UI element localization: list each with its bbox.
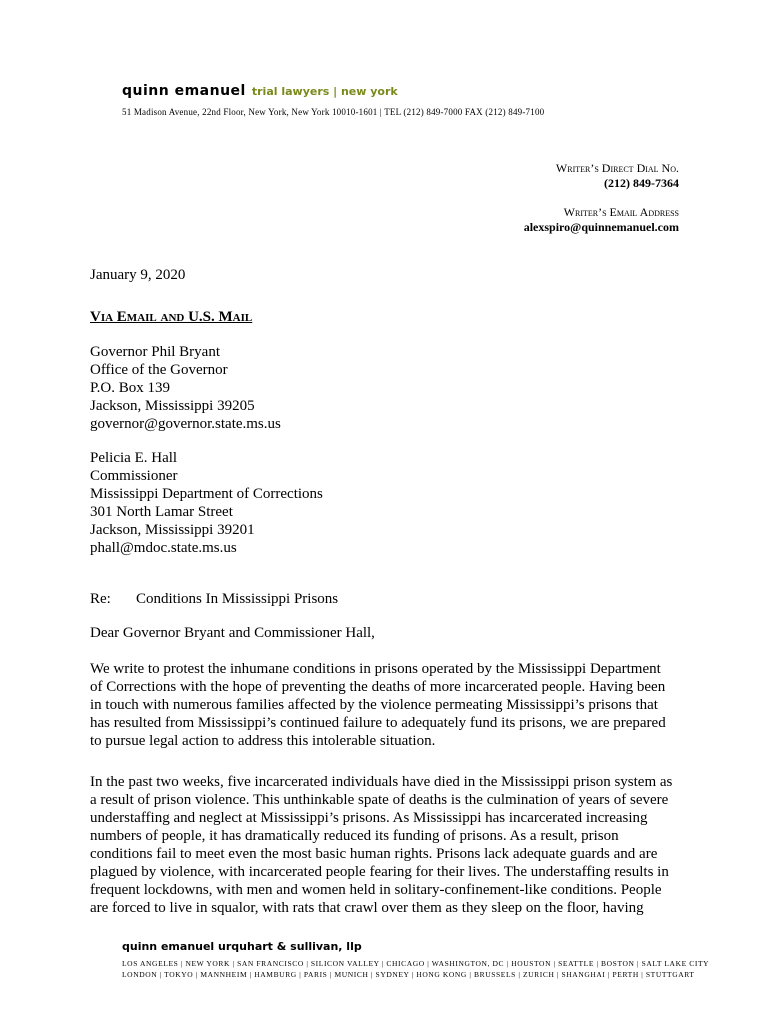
recipient-line: Jackson, Mississippi 39201 bbox=[90, 522, 255, 538]
recipient-governor bbox=[90, 343, 281, 433]
letter-date: January 9, 2020 bbox=[90, 267, 186, 283]
recipient-line: Office of the Governor bbox=[90, 362, 228, 378]
footer-offices-us: LOS ANGELES | NEW YORK | SAN FRANCISCO | SILICON VALLEY | CHICAGO | WASHINGTON, DC | HOUSTON | SEATTLE | BOSTON | SALT LAKE CITY bbox=[122, 959, 710, 968]
writer-email-label: Writer’s Email Address bbox=[563, 205, 679, 219]
recipient-email: governor@governor.state.ms.us bbox=[90, 416, 281, 432]
footer-offices-intl: LONDON | TOKYO | MANNHEIM | HAMBURG | PARIS | MUNICH | SYDNEY | HONG KONG | BRUSSELS | ZURICH | SHANGHAI | PERTH | STUTTGART bbox=[122, 970, 695, 979]
paragraph-1 bbox=[90, 660, 690, 750]
recipient-line: Pelicia E. Hall bbox=[90, 450, 178, 466]
paragraph-line: of Corrections with the hope of preventing the deaths of more incarcerated people. Having been bbox=[90, 679, 666, 695]
firm-tagline: trial lawyers | new york bbox=[251, 85, 398, 98]
recipient-line: 301 North Lamar Street bbox=[90, 504, 233, 520]
writer-dial: (212) 849-7364 bbox=[604, 176, 679, 190]
writer-dial-label: Writer’s Direct Dial No. bbox=[555, 161, 679, 175]
recipient-line: Jackson, Mississippi 39205 bbox=[90, 398, 255, 414]
paragraph-line: a result of prison violence. This unthinkable spate of deaths is the culmination of years of severe bbox=[90, 792, 669, 808]
footer-firm-name: quinn emanuel urquhart & sullivan, llp bbox=[122, 940, 362, 953]
re-label: Re: bbox=[90, 591, 111, 607]
salutation: Dear Governor Bryant and Commissioner Hall, bbox=[90, 625, 375, 641]
delivery-method-label: Via Email and U.S. Mail bbox=[90, 309, 253, 325]
paragraph-line: are forced to live in squalor, with rats that crawl over them as they sleep on the floor, having bbox=[90, 900, 644, 916]
recipient-line: Governor Phil Bryant bbox=[90, 344, 220, 360]
firm-address: 51 Madison Avenue, 22nd Floor, New York, New York 10010-1601 | TEL (212) 849-7000 FAX (212) 849-7100 bbox=[122, 107, 545, 117]
re-line bbox=[90, 590, 111, 608]
paragraph-line: has resulted from Mississippi’s continued failure to adequately fund its prisons, we are prepared bbox=[90, 715, 666, 731]
delivery-method bbox=[90, 308, 252, 326]
paragraph-line: understaffing and neglect at Mississippi’s prisons. As Mississippi has incarcerated increasing bbox=[90, 810, 648, 826]
recipient-line: P.O. Box 139 bbox=[90, 380, 171, 396]
writer-email: alexspiro@quinnemanuel.com bbox=[523, 220, 679, 234]
re-subject: Conditions In Mississippi Prisons bbox=[136, 591, 339, 607]
recipient-email: phall@mdoc.state.ms.us bbox=[90, 540, 237, 556]
paragraph-2 bbox=[90, 773, 690, 917]
paragraph-line: to pursue legal action to address this intolerable situation. bbox=[90, 733, 436, 749]
paragraph-line: In the past two weeks, five incarcerated individuals have died in the Mississippi prison system as bbox=[90, 774, 673, 790]
paragraph-line: frequent lockdowns, with men and women held in solitary-confinement-like conditions. People bbox=[90, 882, 662, 898]
recipient-line: Commissioner bbox=[90, 468, 178, 484]
writer-email-block bbox=[524, 205, 679, 235]
letterhead bbox=[122, 82, 398, 100]
firm-name: quinn emanuel bbox=[122, 83, 246, 99]
paragraph-line: numbers of people, it has dramatically reduced its funding of prisons. As a result, prison bbox=[90, 828, 619, 844]
recipient-commissioner bbox=[90, 449, 323, 557]
paragraph-line: in touch with numerous families affected by the violence permeating Mississippi’s prisons that bbox=[90, 697, 658, 713]
paragraph-line: conditions fail to meet even the most basic human rights. Prisons lack adequate guards and are bbox=[90, 846, 658, 862]
writer-dial-block bbox=[556, 161, 679, 191]
paragraph-line: plagued by violence, with incarcerated people fearing for their lives. The understaffing results in bbox=[90, 864, 669, 880]
paragraph-line: We write to protest the inhumane conditions in prisons operated by the Mississippi Department bbox=[90, 661, 661, 677]
recipient-line: Mississippi Department of Corrections bbox=[90, 486, 323, 502]
